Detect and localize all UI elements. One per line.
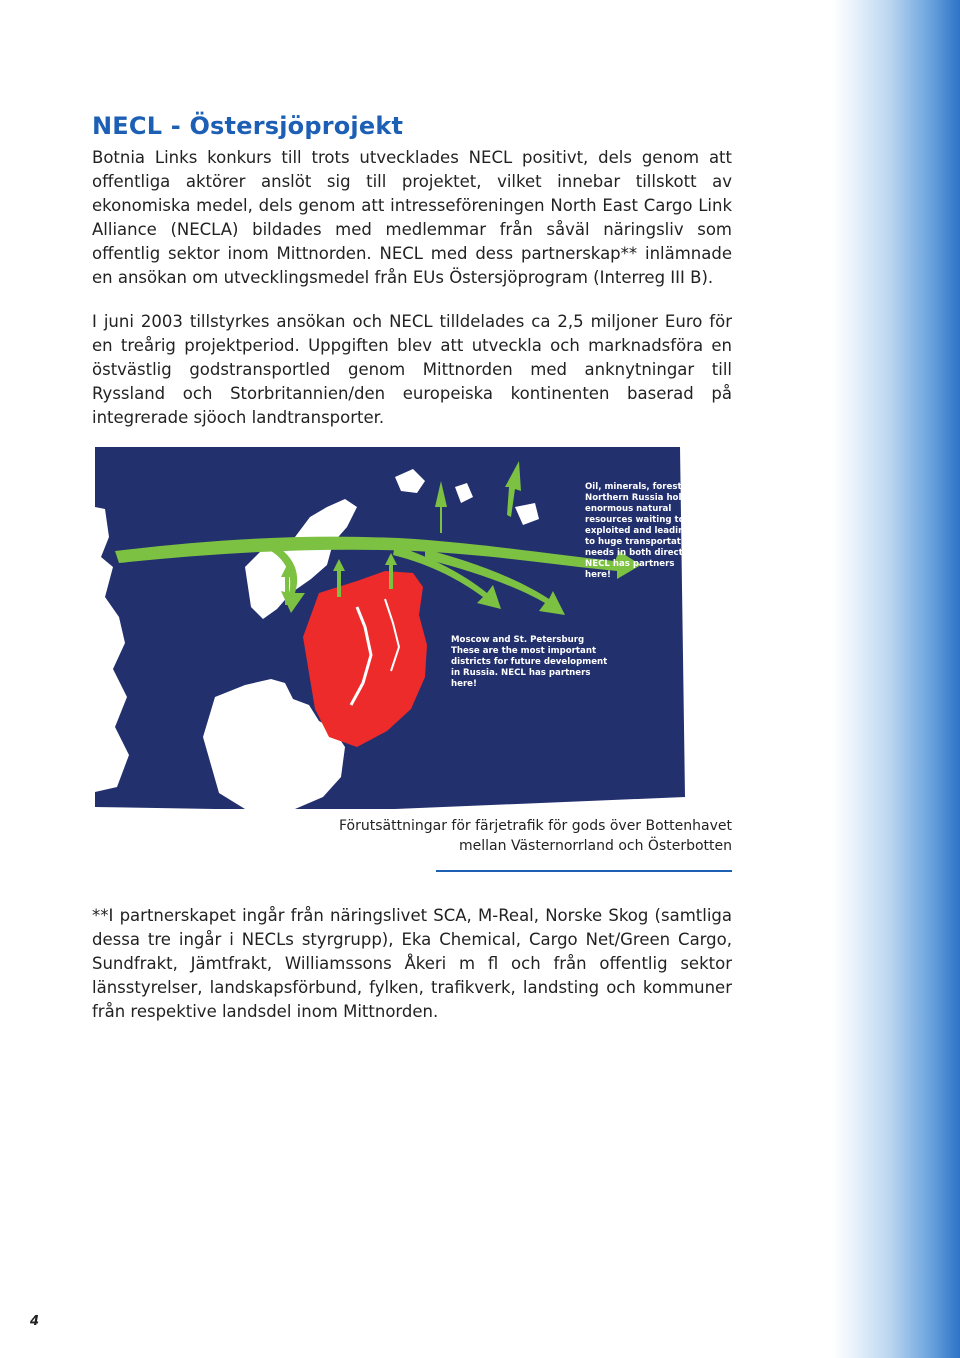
partnership-footnote: **I partnerskapet ingår från näringslivet SCA, M-Real, Norske Skog (samtliga dessa tre ingår i NECLs styrgrupp), Eka Chemical, Cargo Net/Green Cargo, Sundfrakt, Jämtfrakt, Williamssons Åkeri m fl och från offentlig sektor länsstyrelser, landskapsförbund, fylken, trafikverk, landsting och kommuner från respektive landsdel inom Mittnorden. (92, 906, 732, 1021)
page-number: 4 (30, 1314, 40, 1329)
paragraph-funding: I juni 2003 tillstyrkes ansökan och NECL tilldelades ca 2,5 miljoner Euro för en treårig projektperiod. Uppgiften blev att utveckla och marknadsföra en östvästlig godstransportled genom Mittnorden med anknytningar till Ryssland och Storbritannien/den europeiska kontinenten baserad på integrerade sjöoch landtransporter. (92, 312, 732, 427)
map-caption (300, 816, 732, 856)
map-label-south: Moscow and St. Petersburg These are the most important districts for future development in Russia. NECL has partners here! (451, 635, 608, 689)
map-graphic (95, 447, 720, 813)
caption-divider (436, 870, 732, 872)
paragraph-intro: Botnia Links konkurs till trots utvecklades NECL positivt, dels genom att offentliga aktörer anslöt sig till projektet, vilket innebar tillskott av ekonomiska medel, dels genom att intresseföreningen North East Cargo Link Alliance (NECLA) bildades med medlemmar från såväl näringsliv som offentlig sektor inom Mittnorden. NECL med dess partnerskap** inlämnade en ansökan om utvecklingsmedel från EUs Östersjöprogram (Interreg III B). (92, 148, 732, 287)
caption-line-1: Förutsättningar för färjetrafik för gods över Bottenhavet (339, 818, 732, 834)
map-label-north: Oil, minerals, forest Northern Russia holds enormous natural resources waiting to be exploited and leading to huge transportation needs in both directions. NECL has partners here! (585, 482, 707, 580)
main-content (92, 112, 732, 430)
page-title: NECL - Östersjöprojekt (92, 112, 404, 140)
decorative-side-gradient (832, 0, 960, 1358)
northern-europe-transport-map (95, 447, 720, 813)
caption-line-2: mellan Västernorrland och Österbotten (459, 838, 732, 854)
